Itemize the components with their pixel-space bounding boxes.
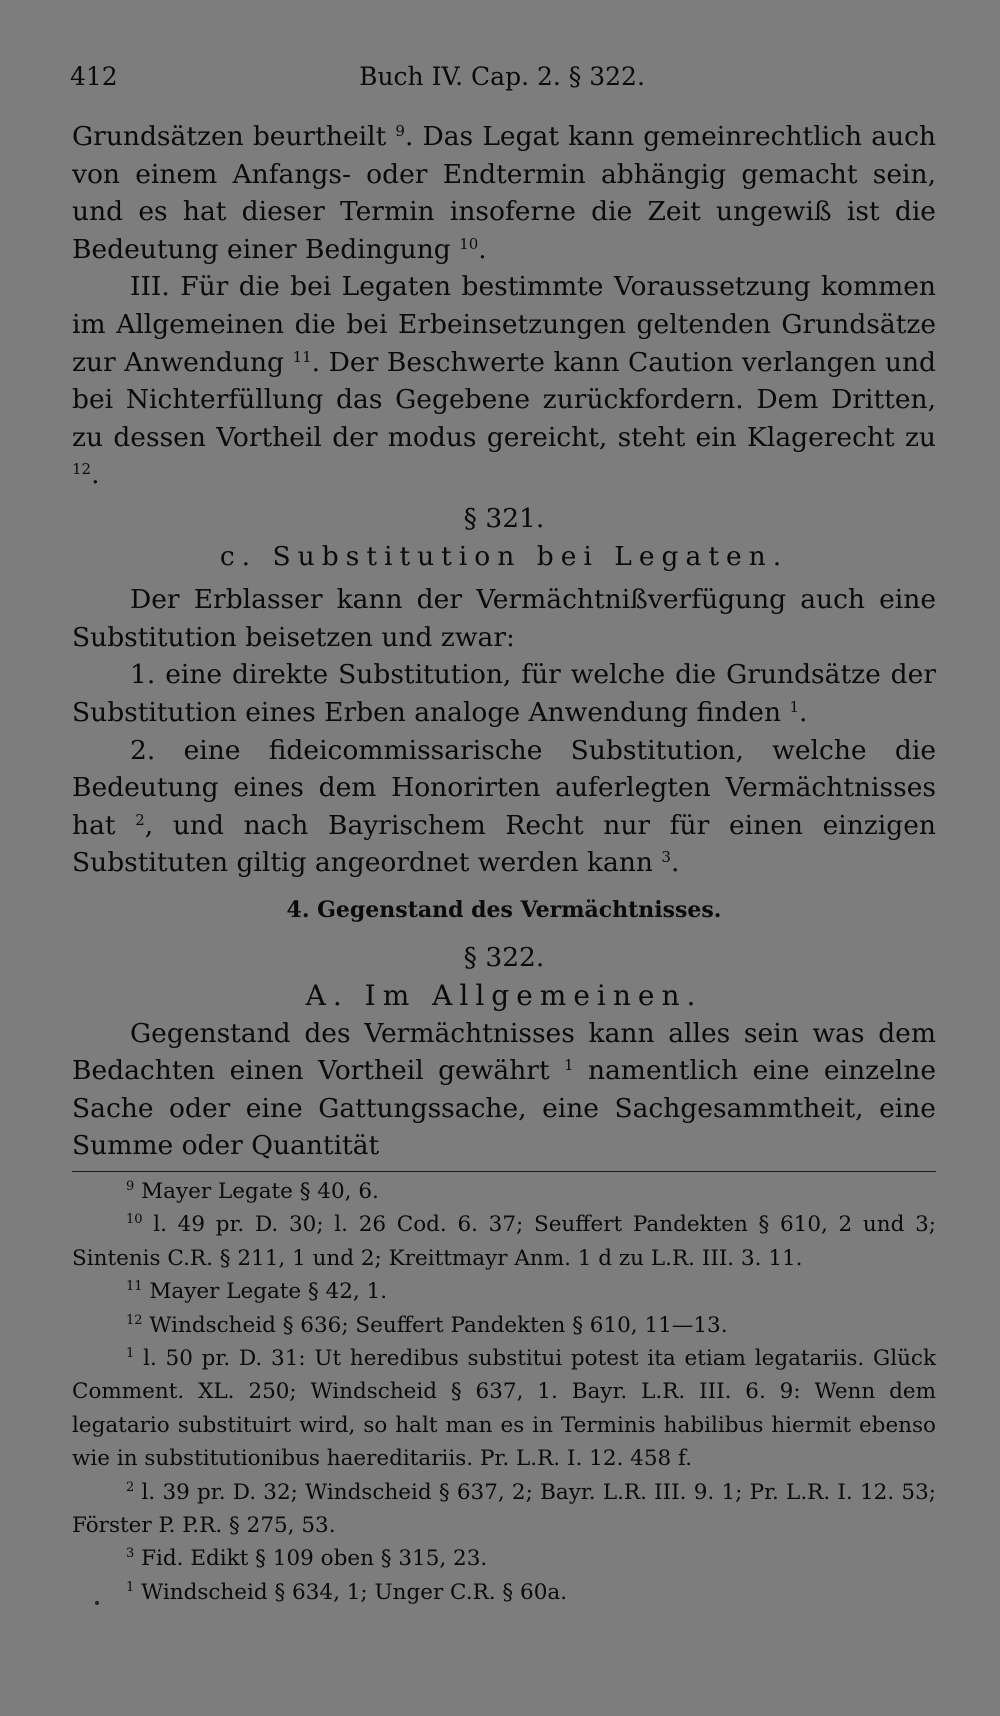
list-item: 1. eine direkte Substitution, für welche die Grundsätze der Substitution eines Erben analoge Anwendung finden $^1$.	[72, 659, 936, 728]
footnote-ref[interactable]: 1	[789, 697, 799, 716]
section-heading: A. Im Allgemeinen.	[305, 979, 703, 1013]
footnote-ref[interactable]: 10	[459, 234, 479, 253]
list-item: 2. eine fideicommissarische Substitution, welche die Bedeutung eines dem Honorirten auferlegten Vermächtnisses hat $^2$, und nach Bayrischem Recht nur für einen einzigen Substituten giltig angeordnet werden kann $^3$.	[72, 734, 936, 879]
footnote-ref[interactable]: 9	[395, 122, 405, 140]
page-number: 412	[70, 62, 118, 91]
footnote-ref[interactable]: 12	[72, 460, 92, 479]
footnote-ref[interactable]: 11	[292, 347, 312, 366]
section-heading: c. Substitution bei Legaten.	[219, 540, 789, 572]
footnote: $^{12}$ Windscheid § 636; Seuffert Pandekten § 610, 11—13.	[126, 1312, 728, 1338]
footnote: $^2$ l. 39 pr. D. 32; Windscheid § 637, 2; Bayr. L.R. III. 9. 1; Pr. L.R. I. 12. 53; Förster P. P.R. § 275, 53.	[72, 1479, 936, 1539]
footnote: $^{11}$ Mayer Legate § 42, 1.	[126, 1279, 388, 1305]
footnote: $^1$ Windscheid § 634, 1; Unger C.R. § 60a.	[126, 1579, 568, 1605]
paragraph: Gegenstand des Vermächtnisses kann alles sein was dem Bedachten einen Vortheil gewährt $^1$ namentlich eine einzelne Sache oder eine Gattungssache, eine Sachgesammtheit, eine Summe oder Quantität	[72, 1017, 936, 1162]
footnote: $^9$ Mayer Legate § 40, 6.	[126, 1179, 379, 1204]
footnote: $^{10}$ l. 49 pr. D. 30; l. 26 Cod. 6. 37; Seuffert Pandekten § 610, 2 und 3; Sintenis C.R. § 211, 1 und 2; Kreittmayr Anm. 1 d zu L.R. III. 3. 11.	[72, 1212, 937, 1271]
main-text	[72, 118, 936, 1165]
print-speck	[95, 1601, 99, 1605]
footnote-ref[interactable]: 3	[661, 848, 671, 867]
subsection-heading: 4. Gegenstand des Vermächtnisses.	[286, 896, 722, 923]
footnote: $^3$ Fid. Edikt § 109 oben § 315, 23.	[126, 1546, 488, 1572]
paragraph: Der Erblasser kann der Vermächtnißverfügung auch eine Substitution beisetzen und zwar:	[72, 584, 936, 653]
footnote: $^1$ l. 50 pr. D. 31: Ut heredibus substitui potest ita etiam legatariis. Glück Comment. XL. 250; Windscheid § 637, 1. Bayr. L.R. III. 6. 9: Wenn dem legatario substituirt wird, so halt man es in Terminis habilibus hiermit ebenso wie in substitutionibus haereditariis. Pr. L.R. I. 12. 458 f.	[72, 1346, 936, 1472]
running-header	[70, 62, 934, 96]
running-title: Buch IV. Cap. 2. § 322.	[359, 62, 645, 91]
footnotes	[72, 1171, 936, 1609]
section-number: § 321.	[463, 502, 545, 534]
footnote-ref[interactable]: 2	[135, 810, 145, 829]
footnote-ref[interactable]: 1	[564, 1056, 574, 1075]
paragraph: III. Für die bei Legaten bestimmte Voraussetzung kommen im Allgemeinen die bei Erbeinsetzungen geltenden Grundsätze zur Anwendung $^{11}$. Der Beschwerte kann Caution verlangen und bei Nichterfüllung das Gegebene zurückfordern. Dem Dritten, zu dessen Vortheil der modus gereicht, steht ein Klagerecht zu $^{12}$.	[72, 271, 936, 491]
paragraph: Grundsätzen beurtheilt $^9$. Das Legat kann gemeinrechtlich auch von einem Anfangs- oder Endtermin abhängig gemacht sein, und es hat dieser Termin insoferne die Zeit ungewiß ist die Bedeutung einer Bedingung $^{10}$.	[72, 121, 936, 265]
section-number: § 322.	[463, 942, 545, 974]
